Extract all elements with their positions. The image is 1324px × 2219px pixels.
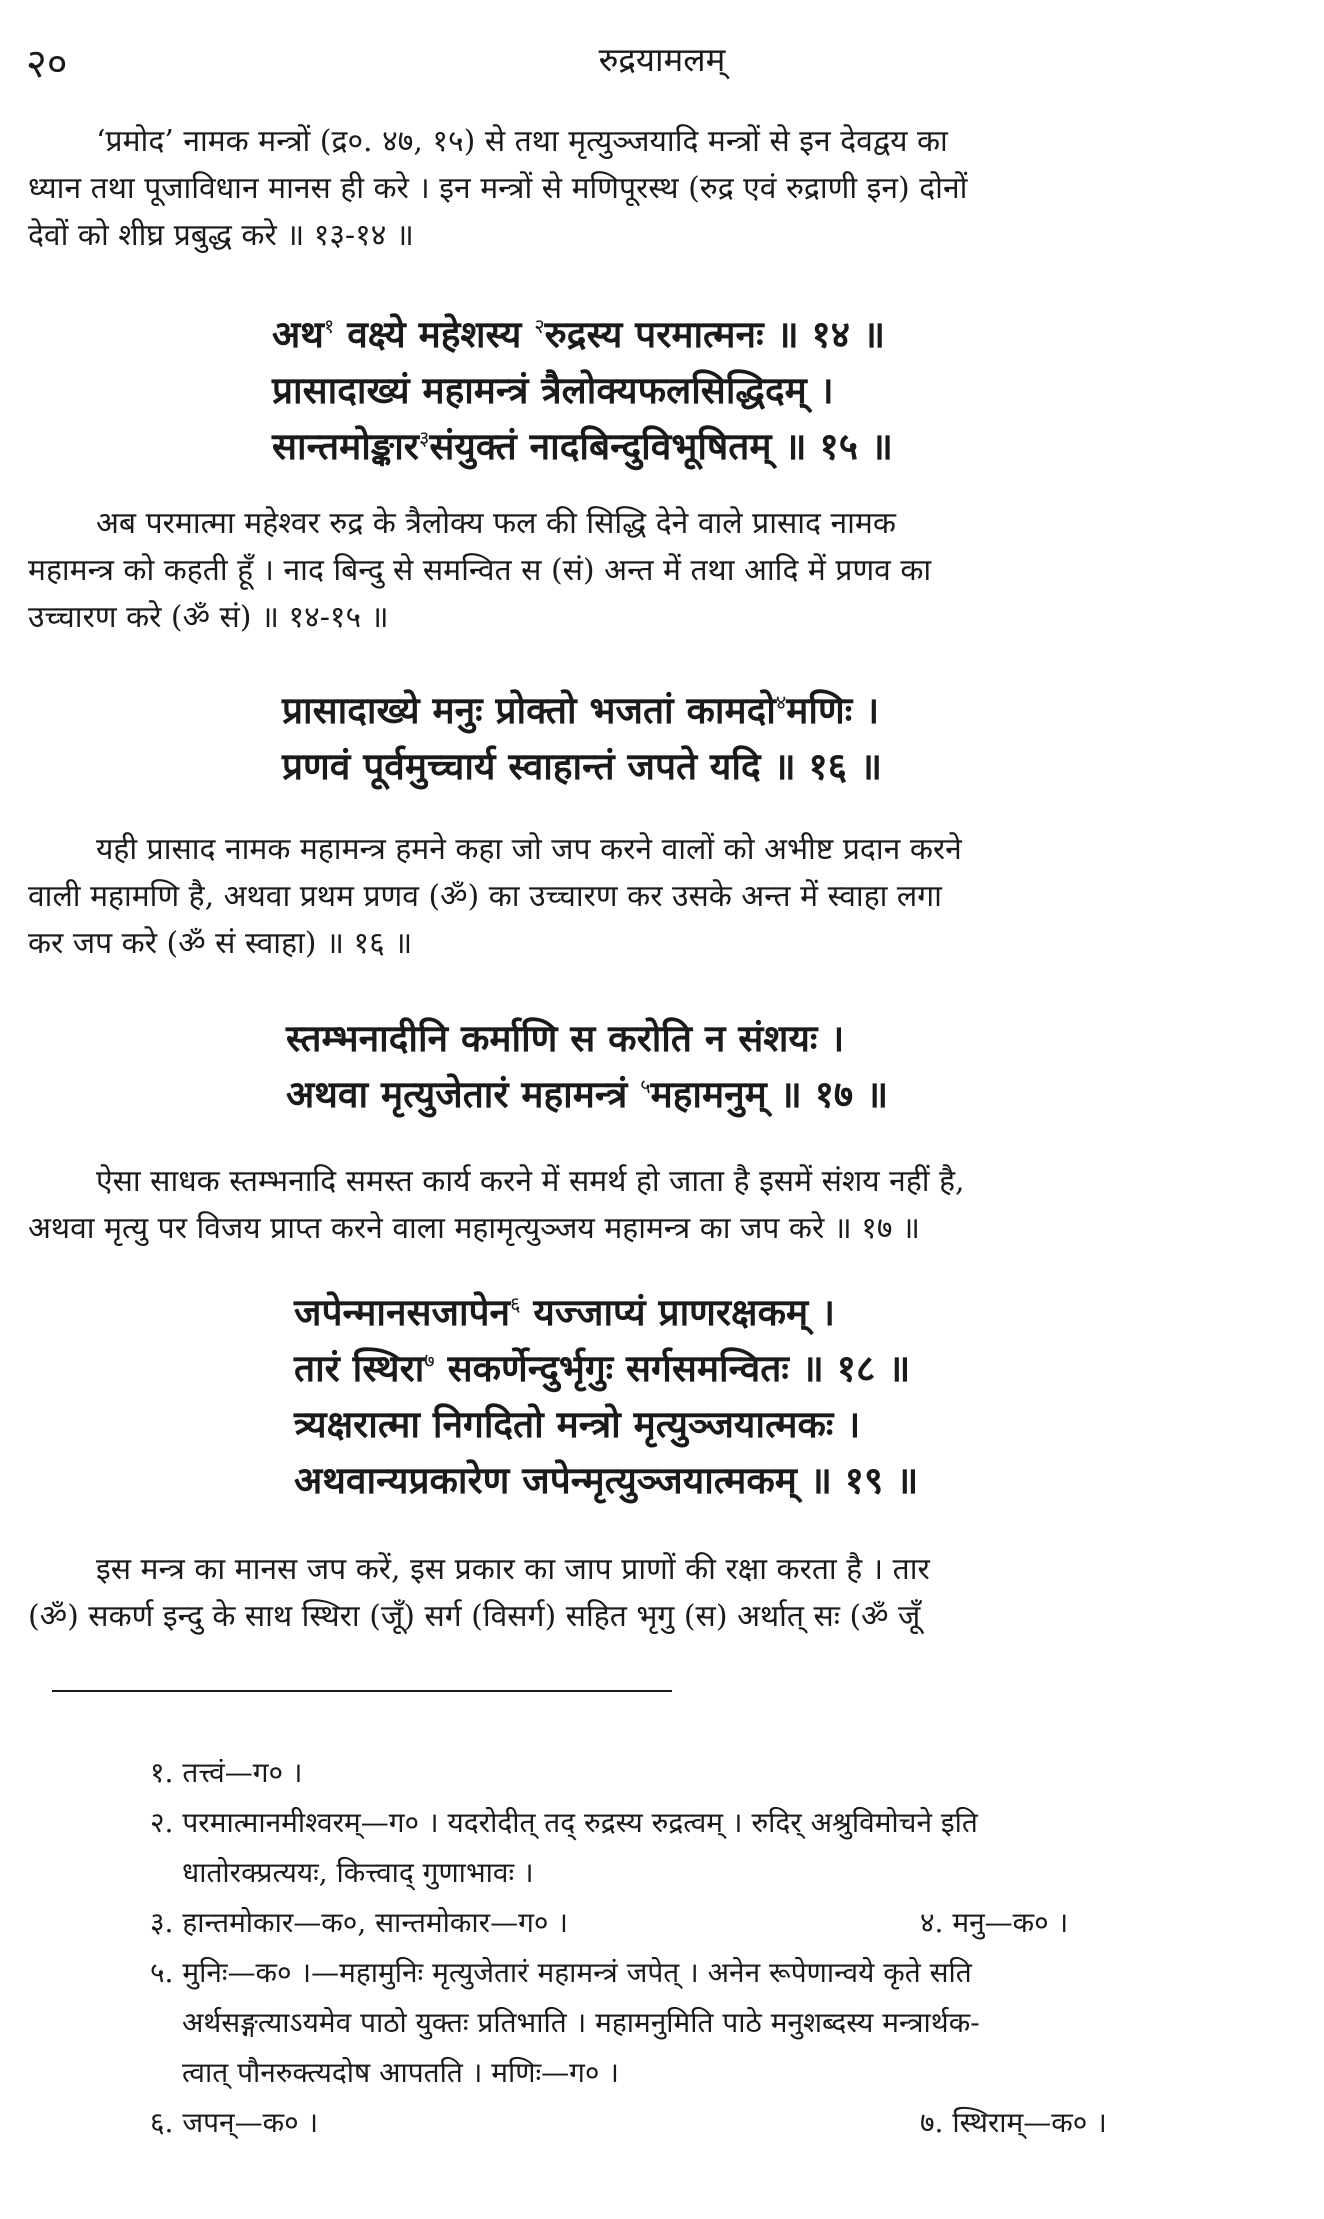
verse-text: संयुक्तं नादबिन्दुविभूषितम् ॥ १५ ॥: [429, 424, 893, 468]
footnote-2: [150, 1798, 1300, 1898]
footnote-6: ६. जपन्—क० ।: [150, 2106, 319, 2139]
commentary-paragraph-4: [28, 1158, 1286, 1252]
footnote-text: ५. मुनिः—क० ।—महामुनिः मृत्युजेतारं महामन्त्रं जपेत् । अनेन रूपेणान्वये कृते सति: [150, 1956, 972, 1989]
verse-text: सान्तमोङ्कार: [272, 424, 419, 468]
footnote-ref: ४: [775, 690, 787, 714]
footnote-1: १. तत्त्वं—ग० ।: [150, 1756, 303, 1789]
verse-block-2: [282, 682, 882, 794]
verse-block-4: [294, 1284, 918, 1508]
footnote-ref: ७: [424, 1348, 435, 1372]
footnotes: [150, 1748, 1300, 2148]
footnote-text: २. परमात्मानमीश्वरम्—ग० । यदरोदीत् तद् रुद्रस्य रुद्रत्वम् । रुदिर् अश्रुविमोचने इति: [150, 1806, 978, 1839]
text-line: उच्चारण करे (ॐ सं) ॥ १४-१५ ॥: [28, 600, 389, 635]
text-line: यही प्रासाद नामक महामन्त्र हमने कहा जो जप करने वालों को अभीष्ट प्रदान करने: [96, 832, 962, 867]
verse-line: [272, 306, 893, 362]
footnote-ref: ३: [418, 426, 430, 450]
verse-text: प्रासादाख्ये मनुः प्रोक्तो भजतां कामदो: [282, 688, 776, 732]
verse-line: [294, 1340, 918, 1396]
verse-line: [294, 1284, 918, 1340]
verse-line: प्रासादाख्यं महामन्त्रं त्रैलोक्यफलसिद्धिदम् ।: [272, 368, 834, 412]
verse-text: अथवा मृत्युजेतारं महामन्त्रं: [286, 1072, 641, 1116]
verse-text: यज्जाप्यं प्राणरक्षकम् ।: [520, 1290, 836, 1334]
footnote-3: ३. हान्तमोकार—क०, सान्तमोकार—ग० ।: [150, 1906, 568, 1939]
text-line: ‘प्रमोद’ नामक मन्त्रों (द्र०. ४७, १५) से तथा मृत्युञ्जयादि मन्त्रों से इन देवद्वय का: [96, 124, 948, 159]
footnote-separator: [52, 1690, 672, 1692]
verse-text: तारं स्थिरा: [294, 1346, 425, 1390]
verse-block-3: [286, 1010, 888, 1122]
verse-line: प्रणवं पूर्वमुच्चार्य स्वाहान्तं जपते यदि ॥ १६ ॥: [282, 744, 883, 788]
footnote-7: ७. स्थिराम्—क० ।: [920, 2106, 1107, 2139]
verse-text: मणिः ।: [786, 688, 880, 732]
commentary-paragraph-5: [28, 1546, 1286, 1640]
footnote-text: अर्थसङ्गत्याऽयमेव पाठो युक्तः प्रतिभाति । महामनुमिति पाठे मनुशब्दस्य मन्त्रार्थक-: [182, 2006, 980, 2039]
footnote-ref: २: [534, 314, 545, 338]
verse-line: स्तम्भनादीनि कर्माणि स करोति न संशयः ।: [286, 1016, 845, 1060]
verse-line: अथवान्यप्रकारेण जपेन्मृत्युञ्जयात्मकम् ॥ १९ ॥: [294, 1458, 919, 1502]
text-line: ऐसा साधक स्तम्भनादि समस्त कार्य करने में समर्थ हो जाता है इसमें संशय नहीं है,: [96, 1164, 965, 1199]
running-title: रुद्रयामलम्: [598, 40, 726, 79]
text-line: ध्यान तथा पूजाविधान मानस ही करे । इन मन्त्रों से मणिपूरस्थ (रुद्र एवं रुद्राणी इन) दोनों: [28, 171, 968, 206]
verse-text: रुद्रस्य परमात्मनः ॥ १४ ॥: [544, 312, 886, 356]
text-line: अब परमात्मा महेश्वर रुद्र के त्रैलोक्य फल की सिद्धि देने वाले प्रासाद नामक: [96, 506, 896, 541]
footnote-text: त्वात् पौनरुक्त्यदोष आपतति । मणिः—ग० ।: [182, 2056, 619, 2089]
verse-block-1: [272, 306, 893, 474]
footnote-4: ४. मनु—क० ।: [920, 1906, 1069, 1939]
text-line: इस मन्त्र का मानस जप करें, इस प्रकार का जाप प्राणों की रक्षा करता है । तार: [96, 1552, 930, 1587]
footnote-ref: १: [323, 314, 335, 338]
verse-text: वक्ष्ये महेशस्य: [334, 312, 535, 356]
commentary-paragraph-1: [28, 118, 1286, 259]
verse-text: जपेन्मानसजापेन: [294, 1290, 511, 1334]
footnote-6-7: [150, 2098, 1300, 2148]
text-line: देवों को शीघ्र प्रबुद्ध करे ॥ १३-१४ ॥: [28, 218, 414, 253]
text-line: महामन्त्र को कहती हूँ । नाद बिन्दु से समन्वित स (सं) अन्त में तथा आदि में प्रणव का: [28, 553, 932, 588]
text-line: अथवा मृत्यु पर विजय प्राप्त करने वाला महामृत्युञ्जय महामन्त्र का जप करे ॥ १७ ॥: [28, 1211, 920, 1246]
verse-line: त्र्यक्षरात्मा निगदितो मन्त्रो मृत्युञ्जयात्मकः ।: [294, 1402, 861, 1446]
page-number: २०: [26, 41, 68, 87]
verse-text: सकर्णेन्दुर्भृगुः सर्गसमन्वितः ॥ १८ ॥: [434, 1346, 911, 1390]
footnote-5: [150, 1948, 1300, 2098]
commentary-paragraph-2: [28, 500, 1286, 641]
text-line: वाली महामणि है, अथवा प्रथम प्रणव (ॐ) का उच्चारण कर उसके अन्त में स्वाहा लगा: [28, 879, 942, 914]
verse-line: [282, 682, 882, 738]
verse-line: [286, 1066, 888, 1122]
commentary-paragraph-3: [28, 826, 1286, 967]
footnote-3-4: [150, 1898, 1300, 1948]
text-line: (ॐ) सकर्ण इन्दु के साथ स्थिरा (जूँ) सर्ग (विसर्ग) सहित भृगु (स) अर्थात् सः (ॐ जूँ: [28, 1599, 921, 1634]
verse-line: [272, 418, 893, 474]
verse-text: महामनुम् ॥ १७ ॥: [650, 1072, 889, 1116]
text-line: कर जप करे (ॐ सं स्वाहा) ॥ १६ ॥: [28, 926, 413, 961]
verse-text: अथ: [272, 312, 324, 356]
page-header: [0, 34, 1324, 94]
footnote-ref: ६: [510, 1292, 521, 1316]
footnote-text: धातोरक्प्रत्ययः, कित्त्वाद् गुणाभावः ।: [182, 1856, 534, 1889]
footnote-ref: ५: [640, 1074, 651, 1098]
